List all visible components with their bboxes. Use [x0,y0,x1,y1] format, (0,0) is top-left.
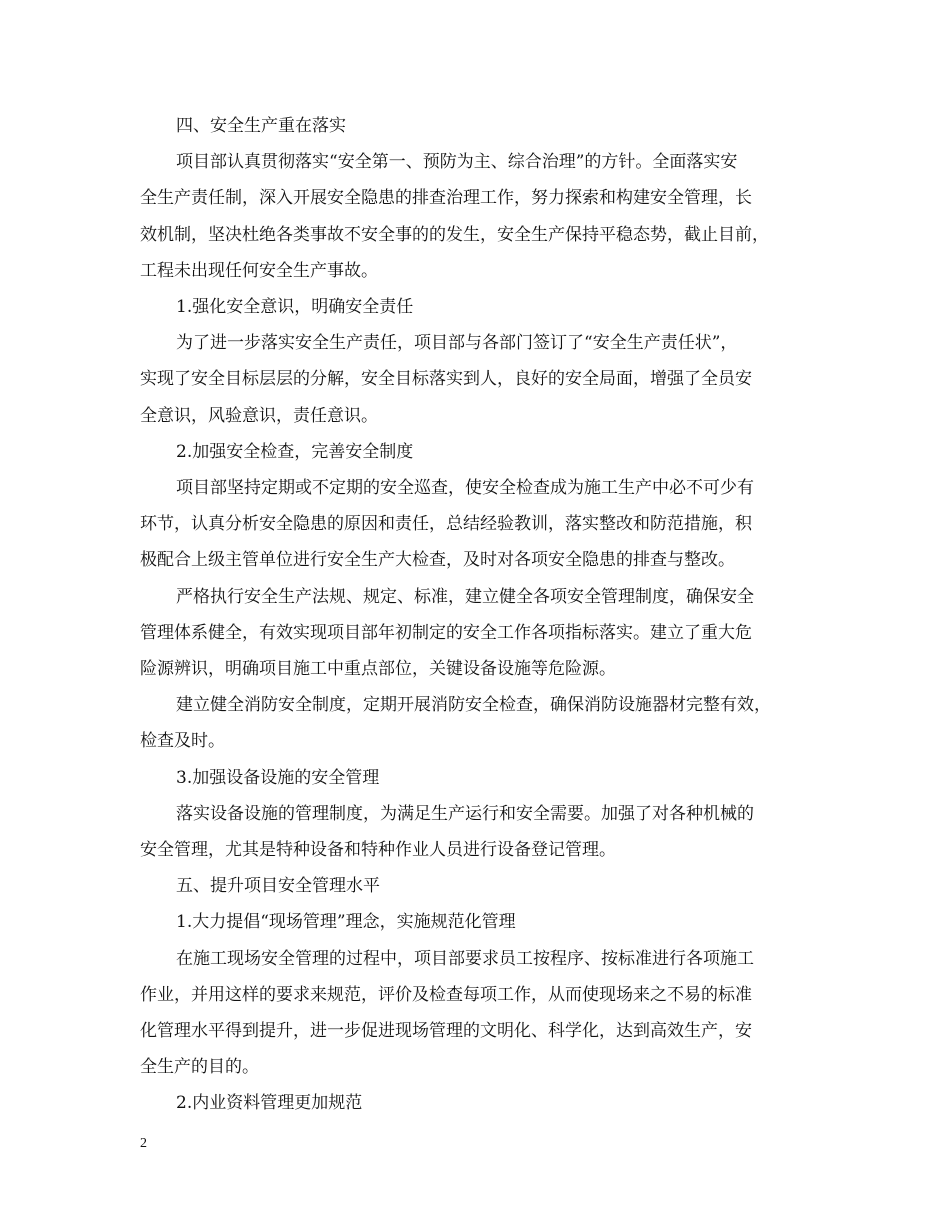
paragraph [140,325,812,434]
section-heading: 1.强化安全意识，明确安全责任 [176,297,414,318]
paragraph [140,796,812,868]
paragraph-line: 险源辨识，明确项目施工中重点部位，关键设备设施等危险源。 [140,659,616,680]
paragraph-line: 建立健全消防安全制度，定期开展消防安全检查，确保消防设施器材完整有效， [176,695,771,716]
section-heading: 1.大力提倡“现场管理”理念，实施规范化管理 [176,912,516,933]
paragraph-line: 管理体系健全，有效实现项目部年初制定的安全工作各项指标落实。建立了重大危 [140,622,752,643]
paragraph-line: 为了进一步落实安全生产责任，项目部与各部门签订了“安全生产责任状”， [176,333,738,354]
paragraph-line: 实现了安全目标层层的分解，安全目标落实到人，良好的安全局面，增强了全员安 [140,369,752,390]
paragraph-line: 效机制，坚决杜绝各类事故不安全事的的发生，安全生产保持平稳态势，截止目前， [140,224,769,245]
paragraph-line: 检查及时。 [140,731,225,752]
paragraph-line: 全生产责任制，深入开展安全隐患的排查治理工作，努力探索和构建安全管理，长 [140,188,752,209]
paragraph-line: 全生产的目的。 [140,1057,259,1078]
paragraph-line: 安全管理，尤其是特种设备和特种作业人员进行设备登记管理。 [140,840,616,861]
paragraph-line: 项目部认真贯彻落实“安全第一、预防为主、综合治理”的方针。全面落实安 [176,152,738,173]
paragraph-line: 严格执行安全生产法规、规定、标准，建立健全各项安全管理制度，确保安全 [176,586,754,607]
paragraph [140,144,812,289]
paragraph-line: 在施工现场安全管理的过程中，项目部要求员工按程序、按标准进行各项施工 [176,948,754,969]
paragraph-line: 极配合上级主管单位进行安全生产大检查，及时对各项安全隐患的排查与整改。 [140,550,735,571]
page-number: 2 [140,1136,147,1151]
paragraph-line: 全意识，风验意识，责任意识。 [140,405,378,426]
paragraph-line: 项目部坚持定期或不定期的安全巡查，使安全检查成为施工生产中必不可少有 [176,478,754,499]
section-heading: 2.加强安全检查，完善安全制度 [176,441,414,462]
paragraph-line: 落实设备设施的管理制度，为满足生产运行和安全需要。加强了对各种机械的 [176,803,754,824]
paragraph [140,579,812,688]
paragraph [140,941,812,1086]
section-heading: 3.加强设备设施的安全管理 [176,767,380,788]
document-body [140,108,812,1122]
section-heading: 五、提升项目安全管理水平 [176,876,380,897]
section-heading: 四、安全生产重在落实 [176,116,346,136]
paragraph-line: 化管理水平得到提升，进一步促进现场管理的文明化、科学化，达到高效生产，安 [140,1021,752,1042]
section-heading: 2.内业资料管理更加规范 [176,1093,363,1114]
paragraph-line: 环节，认真分析安全隐患的原因和责任，总结经验教训，落实整改和防范措施，积 [140,514,752,535]
paragraph-line: 工程未出现任何安全生产事故。 [140,260,378,281]
paragraph [140,687,812,759]
paragraph-line: 作业，并用这样的要求来规范，评价及检查每项工作，从而使现场来之不易的标准 [140,984,752,1005]
paragraph [140,470,812,579]
